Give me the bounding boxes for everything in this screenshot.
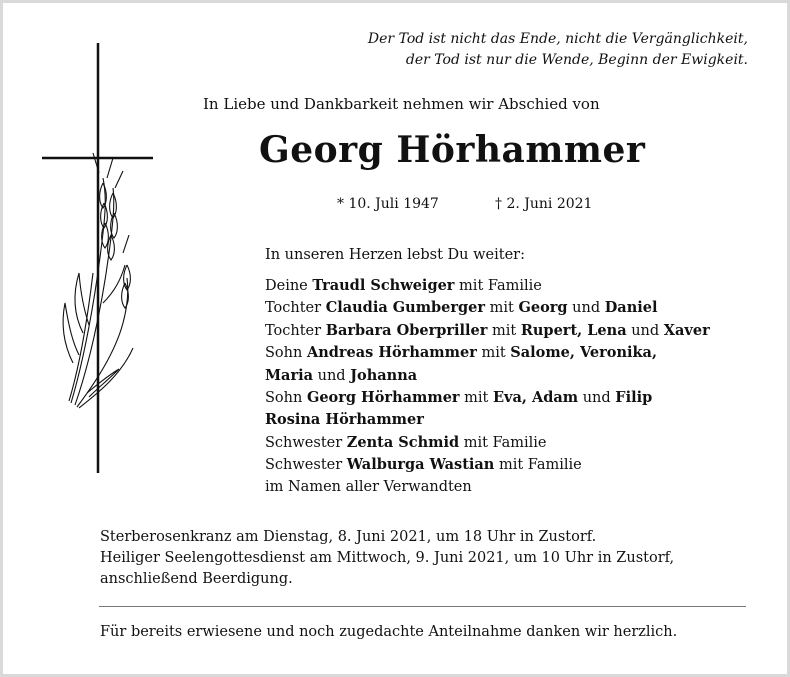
mourner-name: Barbara Oberpriller [325, 321, 488, 339]
deceased-name: Georg Hörhammer [259, 129, 646, 171]
mourner-text: Schwester [265, 457, 347, 474]
mourner-line [265, 477, 710, 498]
mourner-line [265, 275, 710, 297]
mourner-line [265, 409, 710, 431]
mourner-text: im Namen aller Verwandten [265, 478, 472, 495]
thanks-line: Für bereits erwiesene und noch zugedachte Anteilnahme danken wir herzlich. [100, 624, 678, 640]
divider [99, 606, 746, 607]
burial-line: anschließend Beerdigung. [100, 571, 293, 587]
mourner-text: mit Familie [459, 434, 547, 451]
mourner-text: mit Familie [454, 278, 542, 294]
intro-text: In Liebe und Dankbarkeit nehmen wir Abschied von [203, 95, 600, 113]
quote-line-1: Der Tod ist nicht das Ende, nicht die Vergänglichkeit, [367, 31, 748, 47]
mourner-line [265, 387, 710, 409]
mourner-name: Rupert, Lena [520, 321, 627, 339]
mourner-name: Filip [615, 389, 653, 407]
mourner-name: Andreas Hörhammer [306, 344, 477, 362]
motto: In unseren Herzen lebst Du weiter: [265, 247, 525, 263]
mourner-text: mit [476, 345, 511, 362]
mourner-text: Deine [265, 278, 313, 294]
mourner-name: Eva, Adam [493, 389, 579, 407]
birth-date: * 10. Juli 1947 [337, 196, 439, 212]
mourner-line [265, 365, 710, 387]
mourner-name: Rosina Hörhammer [265, 411, 424, 429]
mourner-text: mit [487, 322, 521, 339]
mourner-line [265, 297, 710, 319]
mourner-text: Schwester [265, 434, 347, 451]
mourner-name: Walburga Wastian [346, 456, 495, 474]
mourner-text: Tochter [265, 300, 326, 317]
obituary-card [3, 3, 787, 674]
mourner-line [265, 320, 710, 342]
death-date: † 2. Juni 2021 [495, 196, 593, 212]
mourner-text: mit [485, 300, 519, 317]
mass-line: Heiliger Seelengottesdienst am Mittwoch, 9. Juni 2021, um 10 Uhr in Zustorf, [100, 550, 675, 566]
mourner-text: mit [459, 390, 493, 407]
mourner-name: Daniel [604, 299, 658, 317]
mourner-text: und [578, 390, 616, 407]
mourner-text: mit Familie [494, 457, 582, 474]
mourners-list [265, 275, 710, 498]
mourner-text: Sohn [265, 390, 307, 407]
mourner-name: Xaver [663, 321, 710, 339]
mourner-name: Johanna [350, 366, 418, 384]
rosary-line: Sterberosenkranz am Dienstag, 8. Juni 2021, um 18 Uhr in Zustorf. [100, 529, 597, 545]
mourner-text: und [626, 322, 664, 339]
mourner-text: Tochter [265, 322, 326, 339]
mourner-name: Claudia Gumberger [325, 299, 486, 317]
mourner-line [265, 454, 710, 476]
mourner-line [265, 432, 710, 454]
quote-line-2: der Tod ist nur die Wende, Beginn der Ewigkeit. [405, 52, 748, 68]
mourner-name: Georg [518, 299, 568, 317]
mourner-name: Maria [265, 366, 313, 384]
mourner-text: und [313, 367, 351, 384]
mourner-name: Traudl Schweiger [312, 277, 455, 294]
mourner-text: und [567, 300, 605, 317]
mourner-name: Salome, Veronika, [510, 344, 658, 362]
mourner-name: Zenta Schmid [346, 433, 460, 451]
mourner-text: Sohn [265, 345, 307, 362]
mourner-line [265, 342, 710, 364]
mourner-name: Georg Hörhammer [306, 389, 460, 407]
